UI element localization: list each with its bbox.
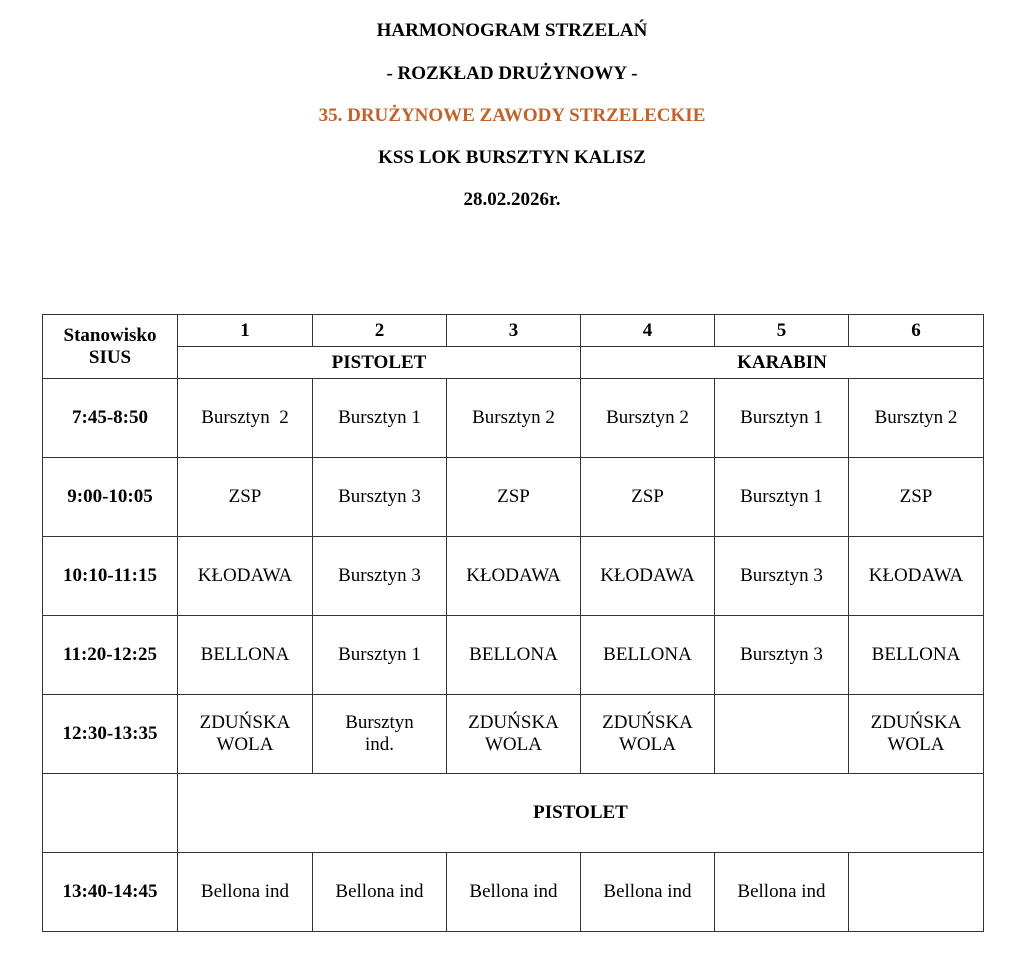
team-cell: Bellona ind xyxy=(313,853,447,932)
team-cell: KŁODAWA xyxy=(849,537,984,616)
team-line: Bursztyn xyxy=(345,712,414,733)
team-cell: ZSP xyxy=(849,458,984,537)
time-cell: 12:30-13:35 xyxy=(43,695,178,774)
group-header-pistolet: PISTOLET xyxy=(178,347,581,379)
team-cell: BELLONA xyxy=(581,616,715,695)
team-cell: Bursztyn 1 xyxy=(313,379,447,458)
team-cell-empty xyxy=(715,695,849,774)
time-cell: 11:20-12:25 xyxy=(43,616,178,695)
team-cell: Bursztyn 3 xyxy=(313,537,447,616)
team-cell: Bursztyn 2 xyxy=(447,379,581,458)
table-row xyxy=(43,458,984,537)
station-header: 2 xyxy=(313,315,447,347)
team-line: WOLA xyxy=(216,734,274,755)
team-cell: Bellona ind xyxy=(178,853,313,932)
team-cell-empty xyxy=(849,853,984,932)
header-row-stations xyxy=(43,315,984,347)
corner-label-line1: Stanowisko xyxy=(63,324,157,346)
team-line: WOLA xyxy=(485,734,542,755)
document-title: HARMONOGRAM STRZELAŃ xyxy=(376,20,648,41)
time-cell: 13:40-14:45 xyxy=(43,853,178,932)
team-cell xyxy=(313,695,447,774)
team-line: ZDUŃSKA xyxy=(602,712,693,733)
team-cell: KŁODAWA xyxy=(581,537,715,616)
station-header: 1 xyxy=(178,315,313,347)
team-cell: BELLONA xyxy=(849,616,984,695)
table-row xyxy=(43,379,984,458)
time-cell: 9:00-10:05 xyxy=(43,458,178,537)
table-row xyxy=(43,537,984,616)
team-line: ZDUŃSKA xyxy=(468,712,559,733)
team-cell: Bursztyn 3 xyxy=(715,616,849,695)
team-cell: Bursztyn 2 xyxy=(849,379,984,458)
station-header: 3 xyxy=(447,315,581,347)
team-cell: Bursztyn 1 xyxy=(313,616,447,695)
team-line: WOLA xyxy=(619,734,676,755)
corner-label-line2: SIUS xyxy=(88,346,132,368)
team-cell: Bursztyn 1 xyxy=(715,458,849,537)
station-header: 4 xyxy=(581,315,715,347)
team-cell: ZSP xyxy=(581,458,715,537)
team-cell: KŁODAWA xyxy=(447,537,581,616)
header-row-groups xyxy=(43,347,984,379)
team-cell: KŁODAWA xyxy=(178,537,313,616)
team-cell: Bursztyn 2 xyxy=(178,379,313,458)
time-cell: 7:45-8:50 xyxy=(43,379,178,458)
section-label-pistolet: PISTOLET xyxy=(178,774,984,853)
team-cell: Bellona ind xyxy=(715,853,849,932)
schedule-table xyxy=(42,314,984,932)
team-cell: Bellona ind xyxy=(581,853,715,932)
group-header-karabin: KARABIN xyxy=(581,347,984,379)
team-cell: Bursztyn 3 xyxy=(313,458,447,537)
team-cell: ZSP xyxy=(178,458,313,537)
time-cell: 10:10-11:15 xyxy=(43,537,178,616)
team-line: ZDUŃSKA xyxy=(199,712,291,733)
station-header: 5 xyxy=(715,315,849,347)
empty-time-cell xyxy=(43,774,178,853)
team-cell xyxy=(849,695,984,774)
team-cell: ZSP xyxy=(447,458,581,537)
event-title: 35. DRUŻYNOWE ZAWODY STRZELECKIE xyxy=(318,105,706,126)
team-cell xyxy=(447,695,581,774)
team-cell: Bursztyn 3 xyxy=(715,537,849,616)
team-cell: BELLONA xyxy=(178,616,313,695)
table-row xyxy=(43,853,984,932)
team-line: WOLA xyxy=(887,734,945,755)
corner-header-cell xyxy=(43,315,178,379)
team-cell xyxy=(581,695,715,774)
team-cell: BELLONA xyxy=(447,616,581,695)
station-header: 6 xyxy=(849,315,984,347)
table-row xyxy=(43,695,984,774)
team-cell: Bellona ind xyxy=(447,853,581,932)
team-line: ZDUŃSKA xyxy=(870,712,962,733)
document-subtitle: - ROZKŁAD DRUŻYNOWY - xyxy=(386,63,638,84)
team-cell: Bursztyn 2 xyxy=(581,379,715,458)
event-date: 28.02.2026r. xyxy=(463,189,561,210)
team-cell xyxy=(178,695,313,774)
team-line: ind. xyxy=(364,734,395,755)
team-cell: Bursztyn 1 xyxy=(715,379,849,458)
table-row xyxy=(43,616,984,695)
club-name: KSS LOK BURSZTYN KALISZ xyxy=(378,147,646,168)
section-row-pistolet xyxy=(43,774,984,853)
